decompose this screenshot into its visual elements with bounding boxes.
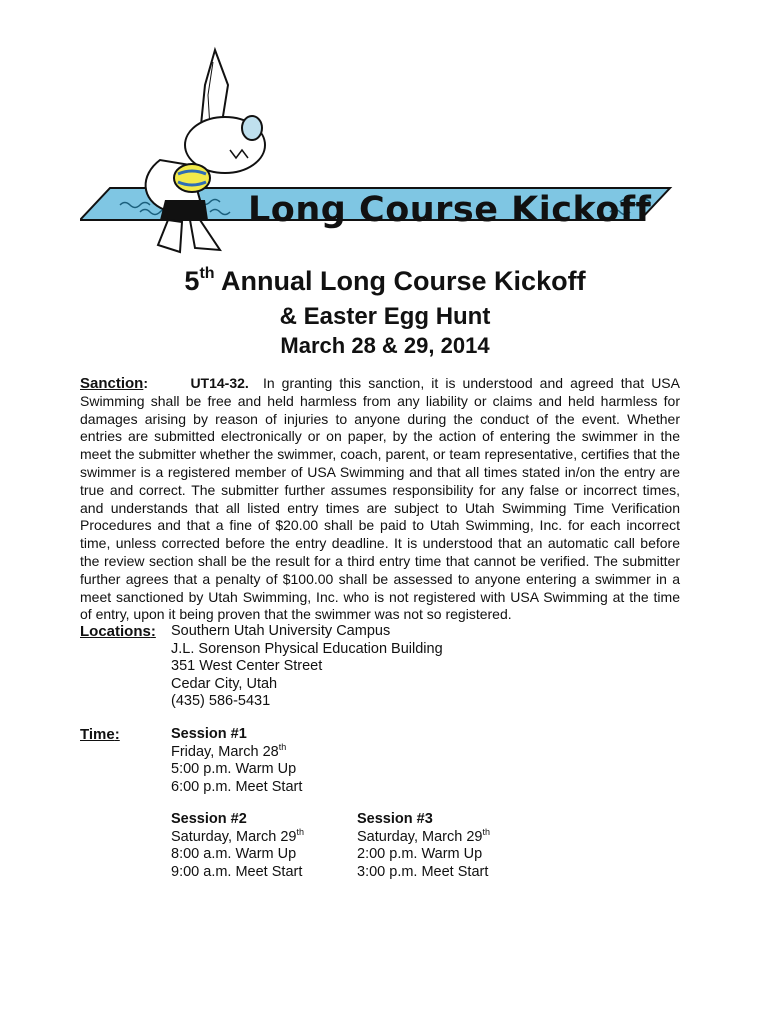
session-1-day-suffix: th [278,741,287,752]
session-2-day [171,826,304,847]
session-2-day-text: Saturday, March 29 [171,828,297,845]
event-subtitle: & Easter Egg Hunt [279,303,491,330]
banner-logo-text: Long Course Kickoff [248,190,652,230]
session-2-warmup: 8:00 a.m. Warm Up [171,846,297,862]
sanction-code: UT14-32. [190,375,249,391]
session-3-day-text: Saturday, March 29 [357,828,483,845]
session-1-title: Session #1 [171,726,247,742]
title-number: 5 [184,266,200,296]
location-line: Southern Utah University Campus [171,623,391,639]
time-colon: : [114,726,120,743]
sanction-colon: : [143,375,149,391]
session-3-day-suffix: th [482,826,490,837]
time-label: Time [80,726,115,743]
title-text: Annual Long Course Kickoff [214,266,586,296]
session-1-day [171,741,302,762]
sanction-text: In granting this sanction, it is understood and agreed that USA Swimming shall be free and held harmless from any liability or claims and held harmless for damages arising by reason of injuries to anyone during the conduct of the event. Whether entries are submitted electronically or on paper, by the action of entering the swimmer in the meet the submitter whether the swimmer, coach, parent, or team representative, certifies that the swimmer is a registered member of USA Swimming and that all times stated in/on the entry are true and correct. The submitter further assumes responsibility for any false or incorrect times, and understands that all listed entry times are subject to Utah Swimming Time Verification Procedures and that a fine of $20.00 shall be paid to Utah Swimming, Inc. for each incorrect time, unless corrected before the entry deadline. It is understood that an automatic call before the review section shall be the result for a third entry time that cannot be verified. The submitter further agrees that a penalty of $100.00 shall be assessed to anyone entering a swimmer in a meet sanctioned by Utah Swimming, Inc. who is not registered with USA Swimming at the time of entry, upon it being proven that the swimmer was not so registered. [80,375,680,623]
location-line: 351 West Center Street [171,658,323,674]
session-1-warmup: 5:00 p.m. Warm Up [171,761,297,777]
session-1 [171,726,302,796]
event-title [0,266,770,297]
session-3 [357,811,490,881]
session-2 [171,811,304,881]
location-line: (435) 586-5431 [171,693,271,709]
sanction-paragraph [80,375,680,624]
locations-address [171,623,443,711]
location-line: Cedar City, Utah [171,675,278,692]
session-2-start: 9:00 a.m. Meet Start [171,863,303,880]
session-2-title: Session #2 [171,811,247,827]
session-2-day-suffix: th [296,826,304,837]
session-1-day-text: Friday, March 28 [171,743,279,760]
locations-section-label [80,623,156,640]
sanction-label: Sanction [80,375,144,392]
session-3-title: Session #3 [357,811,433,827]
session-1-start: 6:00 p.m. Meet Start [171,778,303,795]
rabbit-mascot-logo [80,40,680,270]
locations-label: Locations [80,623,151,640]
session-3-day [357,826,490,847]
title-ordinal-suffix: th [199,265,215,282]
event-banner [80,40,680,270]
location-line: J.L. Sorenson Physical Education Building [171,640,443,657]
event-dates: March 28 & 29, 2014 [280,333,490,358]
session-3-start: 3:00 p.m. Meet Start [357,863,489,880]
session-3-warmup: 2:00 p.m. Warm Up [357,846,483,862]
time-section-label [80,726,120,743]
locations-colon: : [150,623,156,640]
